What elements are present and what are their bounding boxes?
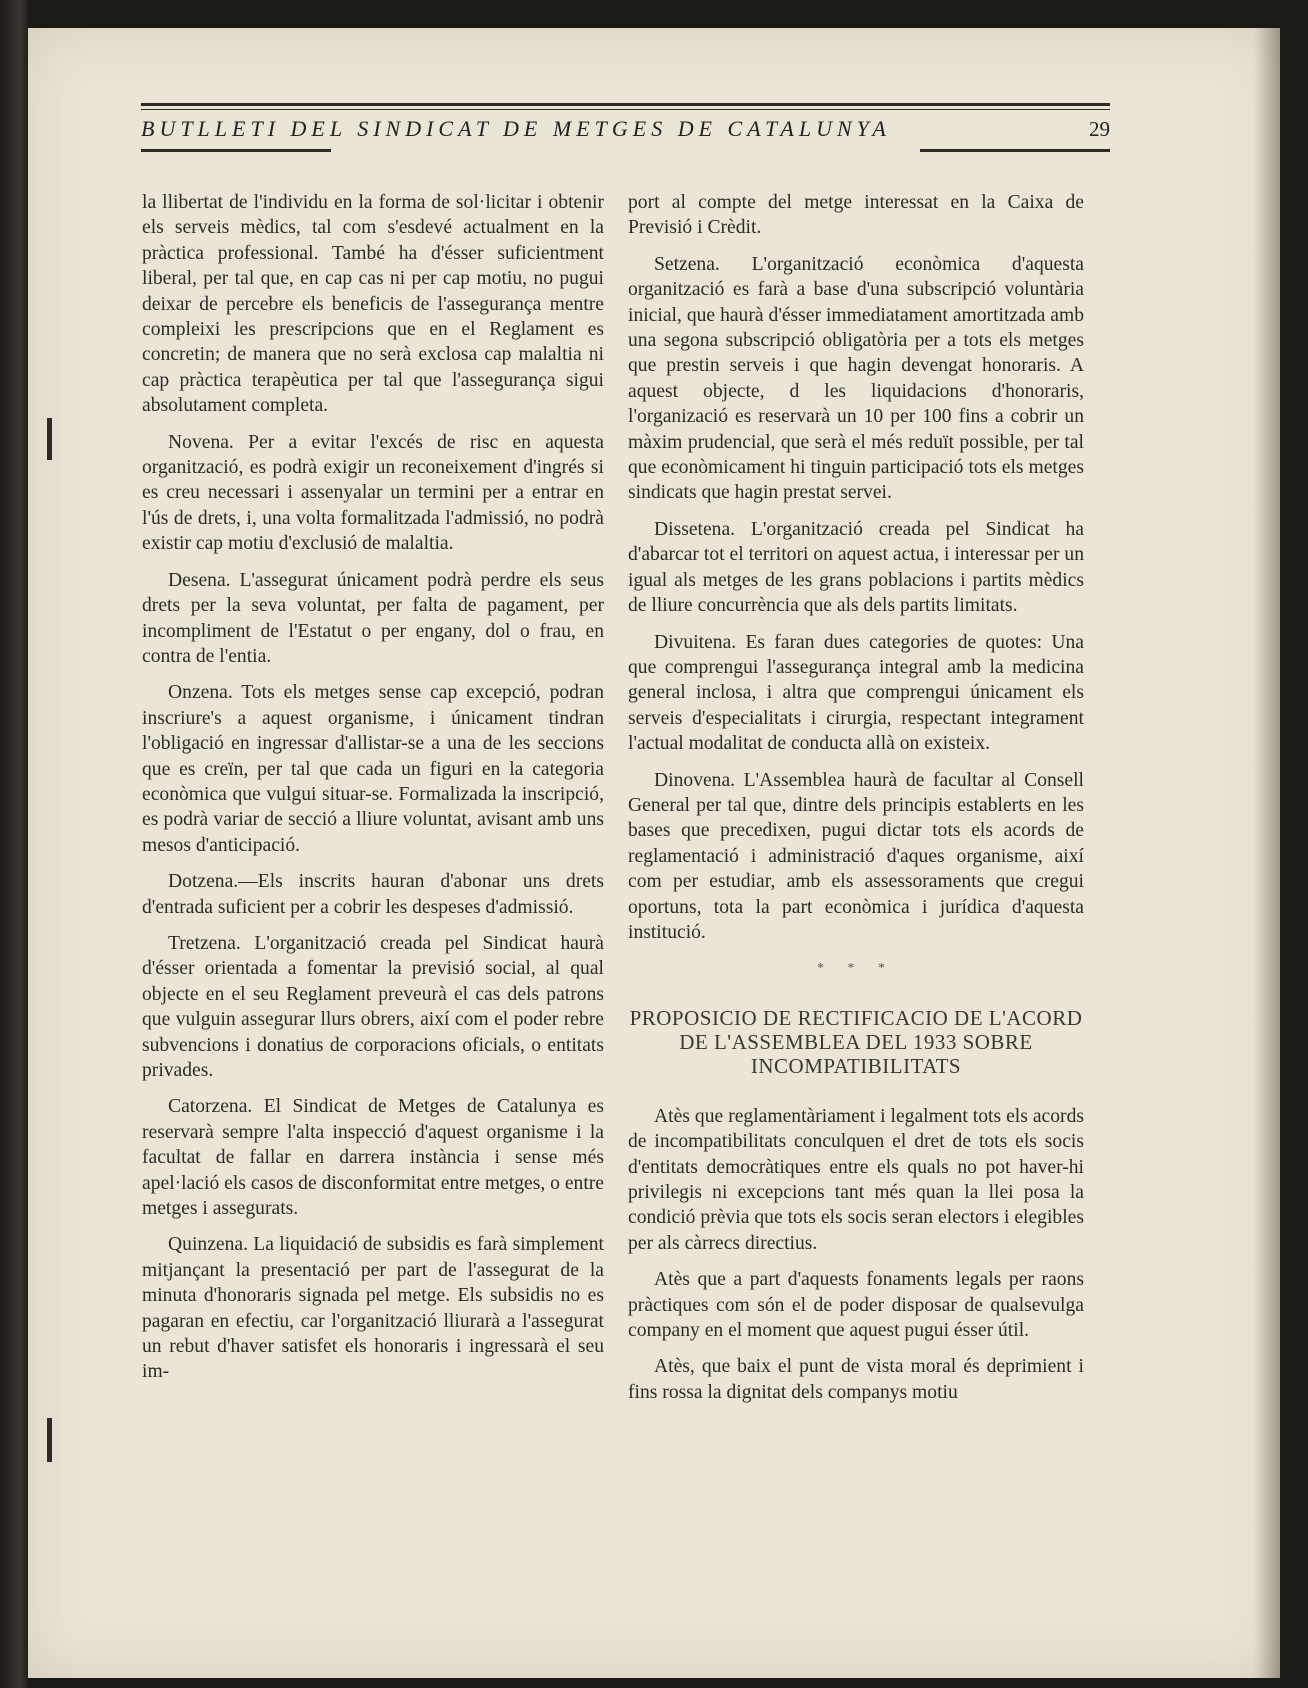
paragraph: Atès, que baix el punt de vista moral és deprimient i fins rossa la dignitat dels companys motiu: [628, 1356, 1084, 1403]
paragraph: Dotzena.—Els inscrits hauran d'abonar uns drets d'entrada suficient per a cobrir les despeses d'admissió.: [142, 871, 604, 918]
section-separator: * * *: [817, 961, 895, 977]
margin-mark: [47, 418, 52, 460]
paragraph: port al compte del metge interessat en la Caixa de Previsió i Crèdit.: [628, 192, 1084, 239]
header-rule: [141, 149, 331, 152]
paragraph: Dinovena. L'Assemblea haurà de facultar al Consell General per tal que, dintre dels principis establerts en les bases que precedixen, pugui dictar tots els acords de reglamentació i administració d'aques organisme, així com per estudiar, amb els assessoraments que cregui oportuns, tota la part econòmica i jurídica d'aquesta institució.: [628, 769, 1084, 943]
right-column: [628, 190, 1084, 1416]
paragraph: Atès que a part d'aquests fonaments legals per raons pràctiques com són el de poder disposar de qualsevulga company en el moment que aquest pugui ésser útil.: [628, 1269, 1084, 1342]
paragraph: Quinzena. La liquidació de subsidis es farà simplement mitjançant la presentació per part de l'assegurat de la minuta d'honoraris signada pel metge. Els subsidis no es pagaran en efectiu, car l'organització lliurarà a l'assegurat un rebut d'haver satisfet els honoraris i ingressarà el seu im-: [142, 1234, 604, 1383]
paragraph: Desena. L'assegurat únicament podrà perdre els seus drets per la seva voluntat, per falta de pagament, per incompliment de l'Estatut o per engany, dol o frau, en contra de l'entia.: [142, 569, 604, 667]
paragraph: Novena. Per a evitar l'excés de risc en aquesta organització, es podrà exigir un reconeixement d'ingrés si es creu necessari i assenyalar un termini per a entrar en l'ús de drets, i, una volta formalitzada l'admissió, no podrà existir cap motiu d'exclusió de malaltia.: [142, 431, 604, 555]
running-header: [141, 103, 1110, 152]
paragraph: la llibertat de l'individu en la forma de sol·licitar i obtenir els serveis mèdics, tal com s'esdevé actualment en la pràctica professional. També ha d'ésser suficientment liberal, per tal que, en cap cas ni per cap motiu, no pugui deixar de percebre els beneficis de l'assegurança mentre compleixi les prescripcions que en el Reglament es concretin; de manera que no serà exclosa cap malaltia ni cap pràctica terapèutica per tal que l'assegurança sigui absolutament completa.: [142, 192, 604, 417]
paragraph: Atès que reglamentàriament i legalment tots els acords de incompatibilitats conculquen el dret de tots els socis d'entitats democràtiques entre els quals no pot haver-hi privilegis ni excepcions tant més quan la llei posa la condició prèvia que tots els socis seran electors i elegibles per als càrrecs directius.: [628, 1105, 1084, 1254]
page-edge-shadow: [1254, 28, 1280, 1678]
paragraph: Tretzena. L'organització creada pel Sindicat haurà d'ésser orientada a fomentar la previsió social, al qual objecte en el seu Reglament preveurà el cas dels patrons que vulguin assegurar llurs obrers, així com el poder rebre subvencions i donatius de corporacions oficials, o entitats privades.: [142, 932, 604, 1081]
page-number: 29: [1089, 116, 1110, 141]
paragraph: Onzena. Tots els metges sense cap excepció, podran inscriure's a aquest organisme, i únicament tindran l'obligació en ingressar d'allistar-se a una de les seccions que es creïn, per tal que cada un figuri en la categoria econòmica que vulgui situar-se. Formalizada la inscripció, es podrà variar de secció a lliure voluntat, avisant amb uns mesos d'anticipació.: [142, 682, 604, 856]
paragraph: Catorzena. El Sindicat de Metges de Catalunya es reservarà sempre l'alta inspecció d'aquest organisme i la facultat de fallar en darrera instància i sense més apel·lació els casos de disconformitat entre metges, o entre metges i assegurats.: [142, 1096, 604, 1220]
paragraph: Dissetena. L'organització creada pel Sindicat ha d'abarcar tot el territori on aquest actua, i interessar per un igual als metges de les grans poblacions i partits mèdics de lliure concurrència que als dels partits limitats.: [628, 518, 1084, 617]
section-heading: PROPOSICIO DE RECTIFICACIO DE L'ACORD DE L'ASSEMBLEA DEL 1933 SOBRE INCOMPATIBILITATS: [629, 1005, 1083, 1078]
paragraph: Divuitena. Es faran dues categories de quotes: Una que comprengui l'assegurança integral amb la medicina general inclosa, i altra que comprengui únicament els serveis d'especialitats i cirurgia, respectant integrament l'actual modalitat de conducta allà on existeix.: [628, 631, 1084, 755]
left-column: [142, 190, 604, 1396]
margin-mark: [47, 1418, 52, 1462]
header-underrules: [141, 149, 1110, 152]
paragraph: Setzena. L'organització econòmica d'aquesta organització es farà a base d'una subscripció voluntària inicial, que haurà d'ésser immediatament amortitzada amb una segona subscripció obligatòria per a tots els metges que prestin serveis i que hagin devengat honoraris. A aquest objecte, d les liquidacions d'honoraris, l'organizació es reservarà un 10 per 100 fins a cobrir un màxim prudencial, que serà el més reduït possible, per tal que econòmicament hi tinguin participació tots els metges sindicats que hagin prestat servei.: [628, 253, 1084, 504]
header-rule: [141, 103, 1110, 106]
header-rule: [920, 149, 1110, 152]
running-title: BUTLLETI DEL SINDICAT DE METGES DE CATALUNYA: [141, 116, 891, 141]
